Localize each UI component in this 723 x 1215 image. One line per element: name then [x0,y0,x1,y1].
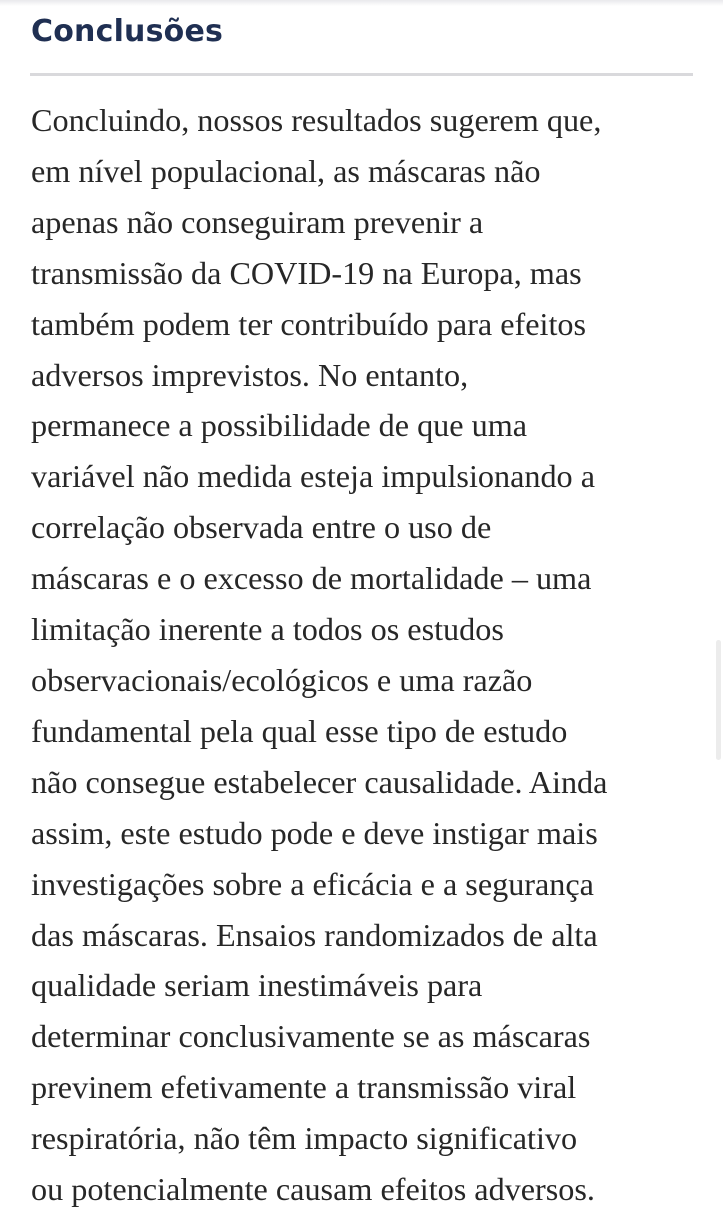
paragraph-line: determinar conclusivamente se as máscaras [31,1018,591,1055]
paragraph-line: apenas não conseguiram prevenir a [31,203,484,240]
paragraph-line: variável não medida esteja impulsionando a [31,458,595,495]
paragraph-line: adversos imprevistos. No entanto, [31,356,469,393]
paragraph-line: fundamental pela qual esse tipo de estudo [31,712,568,749]
paragraph-line: não consegue estabelecer causalidade. Ainda [31,763,608,800]
paragraph-line: observacionais/ecológicos e uma razão [31,661,533,698]
heading-divider [30,73,693,76]
paragraph-line: das máscaras. Ensaios randomizados de alta [31,916,598,953]
paragraph-line: previnem efetivamente a transmissão viral [31,1069,577,1106]
paragraph-line: também podem ter contribuído para efeitos [31,305,587,342]
paragraph-line: limitação inerente a todos os estudos [31,611,504,648]
scrollbar-thumb[interactable] [716,640,721,760]
paragraph-line: assim, este estudo pode e deve instigar mais [31,814,598,851]
paragraph-line: respiratória, não têm impacto significativo [31,1120,578,1157]
top-edge-shadow [0,0,723,6]
section-heading: Conclusões [31,14,224,49]
paragraph-line: investigações sobre a eficácia e a segurança [31,865,594,902]
paragraph-line: qualidade seriam inestimáveis para [31,967,483,1004]
paragraph-line: correlação observada entre o uso de [31,509,492,546]
paragraph-line: ou potencialmente causam efeitos adversos. [31,1171,595,1208]
paragraph-line: em nível populacional, as máscaras não [31,152,541,189]
conclusion-paragraph [31,95,721,1215]
paragraph-line: máscaras e o excesso de mortalidade – uma [31,560,592,597]
paragraph-line: transmissão da COVID-19 na Europa, mas [31,254,582,291]
paragraph-line: permanece a possibilidade de que uma [31,407,528,444]
paragraph-line: Concluindo, nossos resultados sugerem que, [31,102,602,138]
